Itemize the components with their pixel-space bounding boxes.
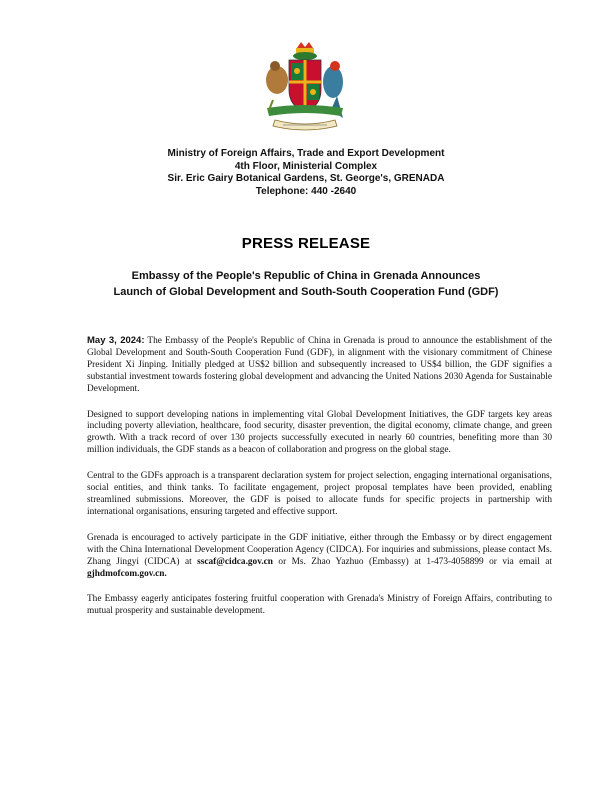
headline [60,268,552,300]
paragraph-4 [87,533,552,581]
address-line: Telephone: 440 -2640 [255,185,357,197]
paragraph-text: or Ms. Zhao Yazhuo (Embassy) at 1-473-4058899 or via email at [272,556,553,567]
paragraph-text: Grenada is encouraged to actively participate in the GDF initiative, either through the Embassy or by direct engagement with the China International Development Cooperation Agency (CIDCA). For inquiries and submissions, please contact Ms. Zhang Jingyi (CIDCA) at [87,532,552,567]
paragraph-1 [87,335,552,396]
dateline: May 3, 2024: [87,335,145,346]
page-title: PRESS RELEASE [241,235,371,252]
headline-line: Launch of Global Development and South-South Cooperation Fund (GDF) [113,286,499,298]
paragraph-2: Designed to support developing nations in implementing vital Global Development Initiatives, the GDF targets key areas including poverty alleviation, healthcare, food security, disaster prevention, the digital economy, climate change, and green growth. With a track record of over 130 projects successfully executed in nearly 60 countries, benefiting more than 30 million individuals, the GDF stands as a beacon of collaboration and progress on the global stage. [87,409,552,456]
email-link-cidca[interactable]: sscaf@cidca.gov.cn [197,556,273,567]
paragraph-3: Central to the GDFs approach is a transparent declaration system for project selection, engaging international organisations, social entities, and think tanks. To facilitate engagement, project proposal templates have been provided, enabling streamlined submissions. Moreover, the GDF is poised to allocate funds for specific projects in partnership with international organisations, ensuring targeted and effective support. [87,471,552,517]
ministry-address-block [60,148,552,198]
paragraph-text: The Embassy of the People's Republic of China in Grenada is proud to announce the establishment of the Global Development and South-South Cooperation Fund (GDF), in alignment with the visionary commitment of Chinese President Xi Jinping. Initially pledged at US$2 billion and subsequently increased to US$4 billion, the GDF signifies a substantial investment towards fostering global development and advancing the United Nations 2030 Agenda for Sustainable Development. [87,336,553,394]
grenada-coat-of-arms-icon [255,40,355,136]
press-release-body [87,335,552,632]
address-line: Ministry of Foreign Affairs, Trade and Export Development [167,148,445,159]
address-line: 4th Floor, Ministerial Complex [234,160,378,172]
headline-line: Embassy of the People's Republic of China in Grenada Announces [131,270,481,282]
address-line: Sir. Eric Gairy Botanical Gardens, St. George's, GRENADA [167,173,445,185]
paragraph-5: The Embassy eagerly anticipates fostering fruitful cooperation with Grenada's Ministry of Foreign Affairs, contributing to mutual prosperity and sustainable development. [87,594,552,617]
email-link-embassy[interactable]: gjhdmofcom.gov.cn. [87,568,167,579]
